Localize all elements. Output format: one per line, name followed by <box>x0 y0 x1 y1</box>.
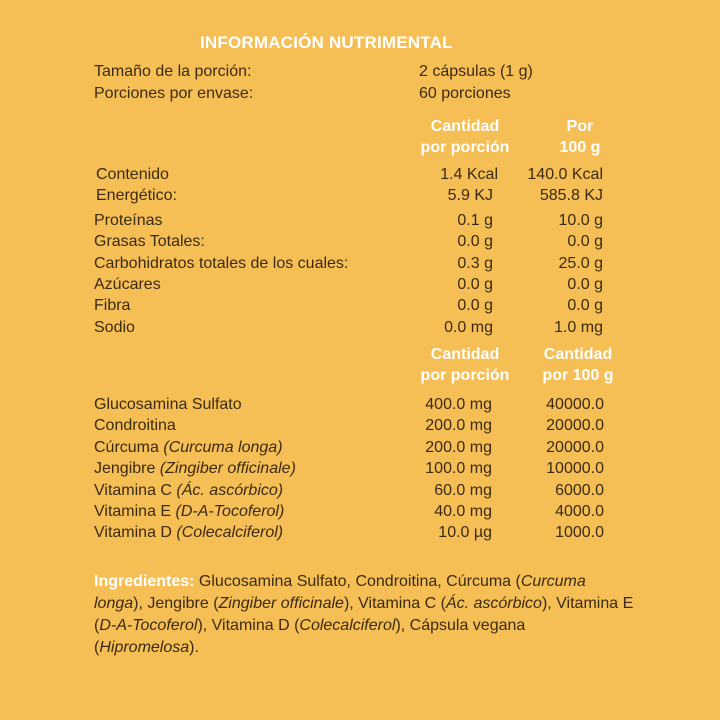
nutrient-per100: 10.0 g <box>558 212 603 229</box>
ingredients-latin: Ác. ascórbico <box>445 595 542 612</box>
active-label: Vitamina C (Ác. ascórbico) <box>94 481 284 499</box>
header2-col1 <box>408 344 522 386</box>
servings-per-container-value: 60 porciones <box>419 85 511 102</box>
active-name: Vitamina C <box>94 481 177 499</box>
ingredients-latin: Curcuma longa <box>94 573 586 612</box>
nutrient-label: Proteínas <box>94 212 163 229</box>
ingredients-latin: Hipromelosa <box>99 639 190 656</box>
nutrient-label: Grasas Totales: <box>94 233 205 251</box>
active-label: Vitamina E (D-A-Tocoferol) <box>94 503 285 520</box>
header2-col1-line1: Cantidad <box>430 346 500 363</box>
page-title: INFORMACIÓN NUTRIMENTAL <box>200 33 453 52</box>
header2-col2-line1: Cantidad <box>543 346 613 363</box>
header2-col2 <box>530 344 626 386</box>
energy-kj-100: 585.8 KJ <box>539 187 603 204</box>
nutrient-portion: 0.0 mg <box>444 318 493 336</box>
active-per100: 20000.0 <box>546 417 604 435</box>
ingredients-text: , Jengibre <box>138 595 214 612</box>
ingredients-paragraph: Ingredientes: Glucosamina Sulfato, Condroitina, Cúrcuma (Curcuma longa), Jengibre (Zingiber officinale), Vitamina C (Ác. ascórbico), Vitamina E (D-A-Tocoferol), Vitamina D (Colecalciferol), Cápsula vegana (Hipromelosa). <box>94 573 634 656</box>
ingredients-text: , Cápsula vegana <box>400 617 526 634</box>
active-label: Jengibre (Zingiber officinale) <box>94 460 296 478</box>
active-per100: 40000.0 <box>546 396 604 413</box>
header1-col2 <box>540 116 620 158</box>
nutrient-per100: 0.0 g <box>567 297 603 315</box>
nutrient-per100: 1.0 mg <box>554 318 603 336</box>
serving-size-label: Tamaño de la porción: <box>94 63 252 80</box>
nutrient-label: Fibra <box>94 297 131 315</box>
serving-size-value: 2 cápsulas (1 g) <box>419 63 533 80</box>
ingredients-latin: Colecalciferol <box>299 617 396 634</box>
active-name: Vitamina D <box>94 524 177 542</box>
active-per100: 4000.0 <box>555 503 604 520</box>
energy-label-line2: Energético: <box>96 187 177 204</box>
ingredients-text: , Vitamina C <box>349 595 441 612</box>
active-name: Condroitina <box>94 417 176 435</box>
ingredients-text: , Vitamina D <box>202 617 295 634</box>
nutrient-portion: 0.3 g <box>457 254 493 272</box>
header2-col1-line2: por porción <box>420 367 510 384</box>
active-per100: 20000.0 <box>546 438 604 456</box>
active-per100: 1000.0 <box>555 524 604 542</box>
header1-col2-line1: Por <box>566 118 594 135</box>
active-name: Vitamina E <box>94 503 176 520</box>
energy-kcal-100: 140.0 Kcal <box>527 166 603 183</box>
ingredients-label: Ingredientes: <box>94 573 195 590</box>
nutrient-portion: 0.0 g <box>457 275 493 293</box>
active-portion: 10.0 µg <box>438 524 492 542</box>
active-per100: 6000.0 <box>555 481 604 499</box>
header1-col2-line2: 100 g <box>559 139 601 156</box>
active-latin: D-A-Tocoferol <box>180 503 279 520</box>
nutrient-per100: 25.0 g <box>558 254 603 272</box>
ingredients-latin: D-A-Tocoferol <box>99 617 198 634</box>
ingredients-text: Glucosamina Sulfato, Condroitina, Cúrcuma <box>194 573 516 590</box>
active-portion: 100.0 mg <box>425 460 492 478</box>
header2-col2-line2: por 100 g <box>542 367 614 384</box>
servings-per-container-label: Porciones por envase: <box>94 85 254 102</box>
ingredients-latin: Zingiber officinale <box>218 595 344 612</box>
header1-col1-line1: Cantidad <box>430 118 500 135</box>
active-per100: 10000.0 <box>546 460 604 478</box>
active-latin: Zingiber officinale <box>165 460 291 478</box>
nutrient-per100: 0.0 g <box>567 275 603 293</box>
active-portion: 200.0 mg <box>425 417 492 435</box>
nutrient-label: Sodio <box>94 318 135 336</box>
active-portion: 40.0 mg <box>434 503 492 520</box>
active-latin: Colecalciferol <box>181 524 278 542</box>
ingredients-text: , Vitamina E <box>547 595 634 612</box>
active-portion: 60.0 mg <box>434 481 492 499</box>
energy-kcal-portion: 1.4 Kcal <box>440 166 498 183</box>
energy-label-line1: Contenido <box>96 166 169 183</box>
active-portion: 200.0 mg <box>425 438 492 456</box>
nutrient-portion: 0.1 g <box>457 212 493 229</box>
active-portion: 400.0 mg <box>425 396 492 413</box>
nutrient-per100: 0.0 g <box>567 233 603 251</box>
active-label: Cúrcuma (Curcuma longa) <box>94 438 283 456</box>
active-label: Vitamina D (Colecalciferol) <box>94 524 284 542</box>
nutrient-portion: 0.0 g <box>457 233 493 251</box>
active-name: Jengibre <box>94 460 160 478</box>
active-label <box>94 395 242 415</box>
header1-col1-line2: por porción <box>420 139 510 156</box>
active-name: Glucosamina Sulfato <box>94 396 242 413</box>
active-latin: Curcuma longa <box>168 438 278 456</box>
active-latin: Ác. ascórbico <box>181 481 278 499</box>
nutrient-label: Azúcares <box>94 275 161 293</box>
energy-kj-portion: 5.9 KJ <box>447 187 493 204</box>
active-name: Cúrcuma <box>94 438 164 456</box>
active-label <box>94 416 176 436</box>
header1-col1 <box>410 116 520 158</box>
nutrient-portion: 0.0 g <box>457 297 493 315</box>
ingredients-text: . <box>194 639 199 656</box>
nutrient-label: Carbohidratos totales de los cuales: <box>94 254 349 272</box>
